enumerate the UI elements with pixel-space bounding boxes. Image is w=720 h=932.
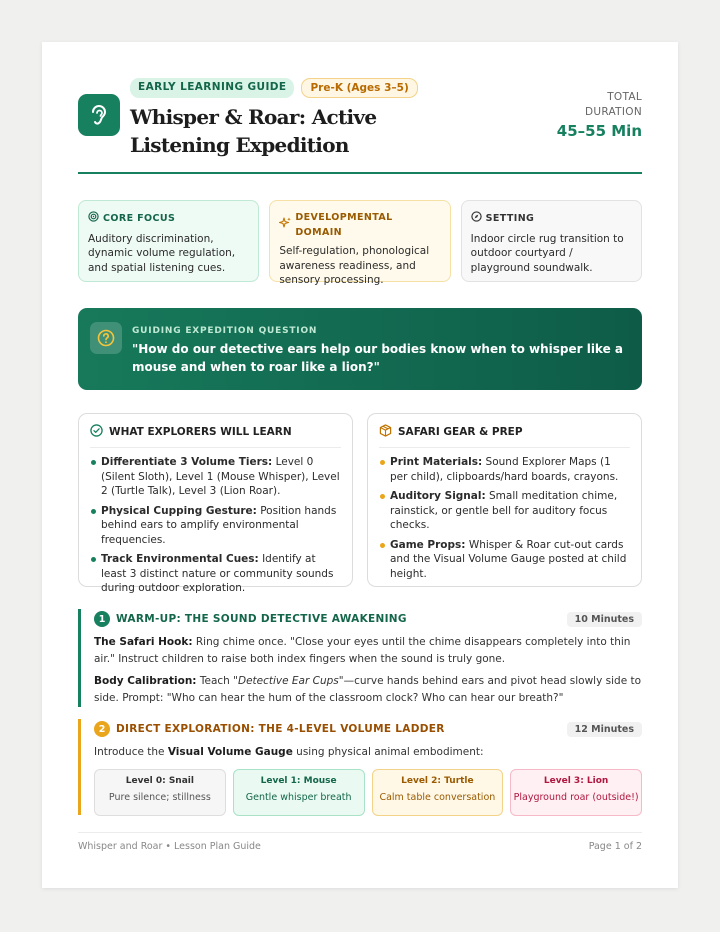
box-title: SAFARI GEAR & PREP bbox=[398, 426, 523, 438]
box-title: WHAT EXPLORERS WILL LEARN bbox=[109, 426, 292, 438]
list-item: Game Props: Whisper & Roar cut-out cards and the Visual Volume Gauge posted at child height. bbox=[379, 538, 630, 582]
paragraph: Body Calibration: Teach "Detective Ear Cups"—curve hands behind ears and pivot head slowly side to side. Prompt: "Who can hear the hum of the classroom clock? Who can hear our breath?" bbox=[94, 675, 642, 704]
duration-value: 45–55 Min bbox=[556, 122, 642, 140]
compass-icon bbox=[471, 211, 482, 228]
card-body: Auditory discrimination, dynamic volume regulation, and spatial listening cues. bbox=[88, 232, 236, 274]
page-title: Whisper & Roar: Active Listening Expedition bbox=[130, 105, 377, 157]
page-number: Page 1 of 2 bbox=[588, 841, 642, 852]
list-item: Physical Cupping Gesture: Position hands behind ears to amplify environmental frequencies. bbox=[90, 504, 341, 548]
time-badge: 10 Minutes bbox=[567, 612, 642, 627]
package-icon bbox=[379, 424, 392, 440]
card-title: CORE FOCUS bbox=[103, 213, 176, 224]
page-footer bbox=[78, 832, 642, 852]
developmental-domain-card bbox=[269, 200, 450, 286]
volume-levels bbox=[94, 769, 642, 816]
page-header bbox=[78, 78, 642, 170]
level-name: Level 3: Lion bbox=[543, 776, 609, 786]
step-number: 2 bbox=[94, 721, 110, 737]
duration-label-1: TOTAL bbox=[607, 91, 642, 103]
sparkle-icon bbox=[279, 217, 291, 235]
section-title: DIRECT EXPLORATION: THE 4-LEVEL VOLUME LADDER bbox=[116, 723, 445, 735]
question-label: GUIDING EXPEDITION QUESTION bbox=[132, 326, 318, 336]
level-desc: Pure silence; stillness bbox=[108, 792, 211, 803]
lesson-page bbox=[42, 42, 678, 888]
warmup-section bbox=[78, 609, 642, 707]
level-desc: Calm table conversation bbox=[379, 792, 496, 803]
level-name: Level 1: Mouse bbox=[260, 776, 337, 786]
time-badge: 12 Minutes bbox=[567, 722, 642, 737]
focus-cards bbox=[78, 200, 642, 286]
list-item: Track Environmental Cues: Identify at least 3 distinct nature or community sounds during outdoor exploration. bbox=[90, 552, 341, 596]
setting-card bbox=[461, 200, 642, 282]
target-icon bbox=[88, 211, 99, 228]
list-item: Auditory Signal: Small meditation chime, rainstick, or gentle bell for auditory focus checks. bbox=[379, 489, 630, 533]
level-desc: Gentle whisper breath bbox=[245, 792, 352, 803]
footer-title: Whisper and Roar • Lesson Plan Guide bbox=[78, 841, 261, 852]
duration-block bbox=[557, 90, 642, 140]
level-card-snail bbox=[94, 769, 226, 816]
list-item: Print Materials: Sound Explorer Maps (1 per child), clipboards/hard boards, crayons. bbox=[379, 455, 630, 484]
exploration-section bbox=[78, 719, 642, 815]
guiding-question-banner bbox=[78, 308, 642, 390]
safari-gear-box bbox=[367, 413, 642, 587]
card-title: SETTING bbox=[485, 213, 535, 224]
card-body: Indoor circle rug transition to outdoor courtyard / playground soundwalk. bbox=[470, 232, 624, 274]
header-divider bbox=[78, 172, 642, 174]
level-card-turtle bbox=[372, 769, 504, 816]
check-circle-icon bbox=[90, 424, 103, 440]
question-text: "How do our detective ears help our bodies know when to whisper like a mouse and when to roar like a lion?" bbox=[132, 342, 624, 374]
ear-icon bbox=[78, 94, 120, 136]
card-body: Self-regulation, phonological awareness readiness, and sensory processing. bbox=[279, 245, 430, 286]
list-item: Differentiate 3 Volume Tiers: Level 0 (Silent Sloth), Level 1 (Mouse Whisper), Level 2 (Turtle Talk), Level 3 (Lion Roar). bbox=[90, 455, 341, 499]
level-name: Level 2: Turtle bbox=[401, 776, 474, 786]
card-title: DEVELOPMENTAL DOMAIN bbox=[295, 212, 393, 238]
duration-label-2: DURATION bbox=[584, 106, 642, 118]
question-icon bbox=[90, 322, 122, 354]
level-card-lion bbox=[510, 769, 642, 816]
core-focus-card bbox=[78, 200, 259, 282]
info-boxes bbox=[78, 413, 642, 594]
section-title: WARM-UP: THE SOUND DETECTIVE AWAKENING bbox=[116, 613, 407, 625]
guide-badge: EARLY LEARNING GUIDE bbox=[130, 78, 294, 98]
level-name: Level 0: Snail bbox=[125, 776, 194, 786]
step-number: 1 bbox=[94, 611, 110, 627]
paragraph: The Safari Hook: Ring chime once. "Close your eyes until the chime disappears completely into thin air." Instruct children to raise both index fingers when the sound is truly gone. bbox=[94, 636, 631, 665]
learning-goals-box bbox=[78, 413, 353, 594]
age-badge: Pre-K (Ages 3–5) bbox=[301, 78, 417, 98]
paragraph: Introduce the Visual Volume Gauge using physical animal embodiment: bbox=[94, 746, 484, 758]
level-card-mouse bbox=[233, 769, 365, 816]
level-desc: Playground roar (outside!) bbox=[513, 792, 639, 803]
